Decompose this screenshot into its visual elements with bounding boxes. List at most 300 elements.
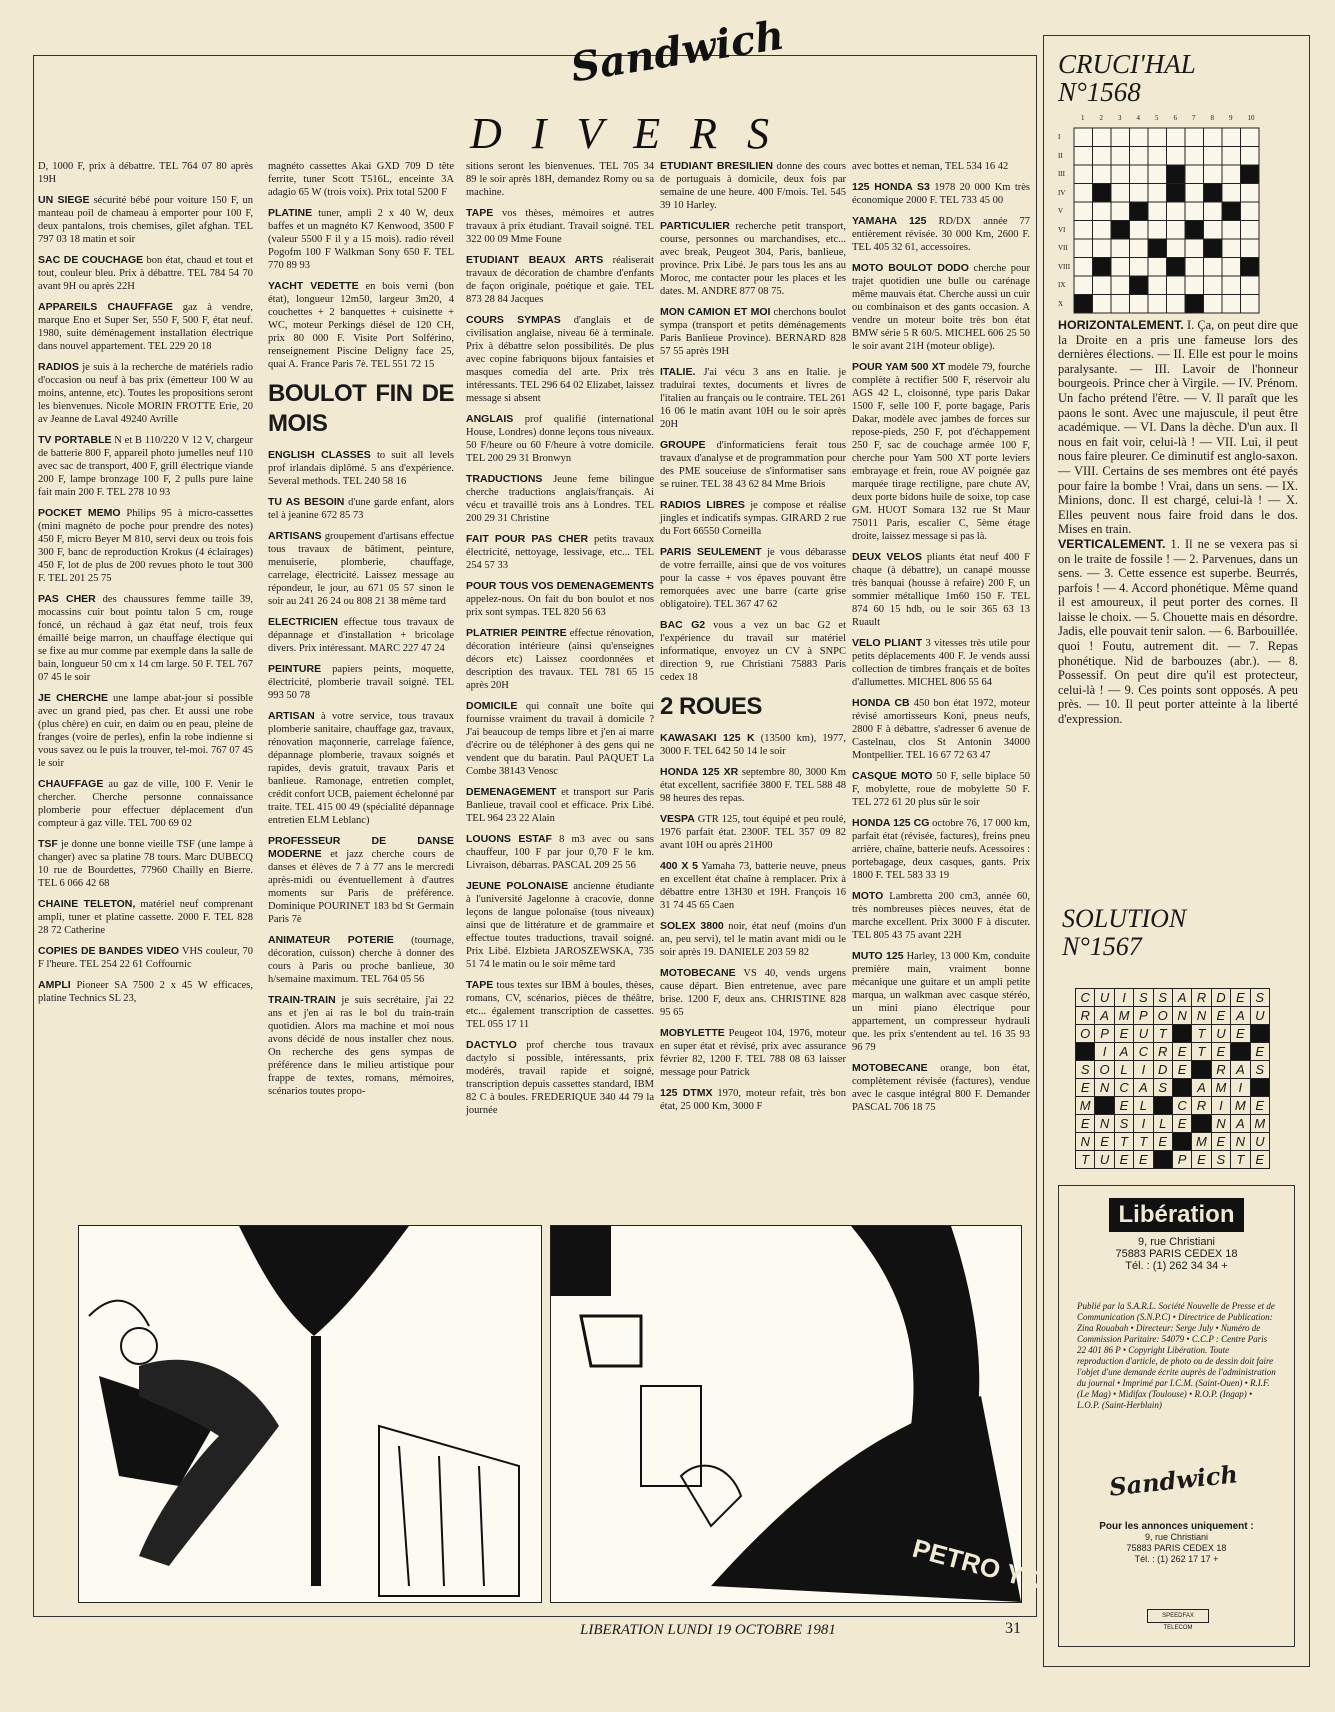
solution-title-name: SOLUTION — [1062, 904, 1187, 933]
ad-text: ancienne étudiante à l'université Jagelonne à cracovie, donne leçons de langue polonaise (tous niveaux) ainsi que de littérature et de grammaire et effectue toutes traductions, travail soigné. Prix Libé. Elzbieta JAROSZEWSKA, 735 51 74 le matin ou le soir même tard — [466, 881, 654, 970]
classified-ad — [466, 473, 654, 525]
ad-text: GTR 125, tout équipé et peu roulé, 1976 parfait état. 2300F. TEL 357 09 82 avant 10H ou après 21H00 — [660, 814, 846, 851]
ad-heading: UN SIEGE — [38, 194, 90, 206]
crossword-cell[interactable] — [1222, 258, 1241, 277]
classified-ad — [268, 449, 454, 488]
solution-cell: D — [1153, 1061, 1172, 1079]
solution-cell: E — [1114, 1151, 1133, 1169]
crossword-cell[interactable] — [1074, 147, 1093, 166]
ad-text: sitions seront les bienvenues. TEL 705 34 89 le soir après 18H, demandez Romy ou sa machine. — [466, 161, 654, 198]
solution-cell: E — [1211, 1043, 1230, 1061]
crossword-cell[interactable] — [1167, 295, 1186, 314]
ad-text: qui connaît une boîte qui fournisse vraiment du travail à domicile ? J'ai beaucoup de temps libre et j'en ai marre d'écrire ou de téléphoner à des gens qui ne vendent que du baratin. Paul PAQUET La Combe 38143 Venosc — [466, 701, 655, 777]
row-number: VI — [1058, 225, 1066, 234]
solution-cell: E — [1172, 1061, 1191, 1079]
ad-text: noir, état neuf (moins d'un an, peu servi), tel le matin avant midi ou le soir après 19. DANIELE 203 59 82 — [660, 921, 846, 958]
annonces-street: 9, rue Christiani — [1144, 1532, 1209, 1542]
crossword-black-cell — [1074, 295, 1093, 314]
solution-cell: N — [1095, 1115, 1114, 1133]
solution-cell: E — [1134, 1151, 1153, 1169]
crossword-cell[interactable] — [1074, 258, 1093, 277]
crossword-cell[interactable] — [1111, 165, 1130, 184]
classified-ad — [852, 817, 1030, 882]
crossword-cell[interactable] — [1204, 295, 1223, 314]
ad-text: je suis secrétaire, j'ai 22 ans et j'en ai ras le bol du train-train quotidien. Alors ma machine et moi nous avons décidé de nous installer chez nous. On recherche des gens sympas de préférence dans le milieu artistique pour frappe de textes, romans, mémoires, scénarios toutes propo- — [268, 995, 455, 1097]
crossword-cell[interactable] — [1074, 221, 1093, 240]
classified-ad — [660, 619, 846, 684]
crossword-cell[interactable] — [1222, 184, 1241, 203]
crossword-cell[interactable] — [1148, 128, 1167, 147]
crossword-cell[interactable] — [1185, 165, 1204, 184]
crossword-cell[interactable] — [1167, 128, 1186, 147]
horizontal-label: HORIZONTALEMENT. — [1058, 318, 1184, 332]
ad-text: réaliserait travaux de décoration de chambre d'enfants de façon originale, poétique et gaie. TEL 873 28 84 Jacques — [466, 255, 654, 305]
ad-text: papiers peints, moquette, électricité, plomberie travail soigné. TEL 993 50 78 — [268, 664, 454, 701]
solution-cell: A — [1231, 1007, 1250, 1025]
section-heading: 2 ROUES — [660, 693, 762, 720]
crossword-cell[interactable] — [1204, 202, 1223, 221]
ad-text: octobre 76, 17 000 km, parfait état (révisée, factures), freins pneu arrière, chaîne, batterie neufs. Acessoires : portebagage, deux casques, gants. Prix 1800 F. TEL 583 33 19 — [852, 818, 1031, 881]
crossword-cell[interactable] — [1074, 276, 1093, 295]
crossword-cell[interactable] — [1074, 202, 1093, 221]
ad-heading: ANIMATEUR POTERIE — [268, 934, 394, 946]
solution-cell: P — [1095, 1025, 1114, 1043]
crossword-cell[interactable] — [1241, 184, 1260, 203]
classified-ad — [660, 967, 846, 1019]
ad-text: RD/DX année 77 entièrement révisée. 30 000 Km, 2600 F. TEL 405 32 61, accessoires. — [852, 216, 1031, 253]
crossword-cell[interactable] — [1111, 276, 1130, 295]
classified-ad — [38, 898, 253, 937]
crossword-cell[interactable] — [1074, 239, 1093, 258]
sandwich-logo-small: Sandwich — [1107, 1459, 1240, 1502]
classified-ad — [852, 215, 1030, 254]
solution-row — [1076, 1025, 1270, 1043]
ad-text: VHS couleur, 70 F l'heure. TEL 254 22 61 Coffournic — [38, 946, 254, 970]
ad-heading: TU AS BESOIN — [268, 496, 345, 508]
solution-cell: E — [1250, 1043, 1269, 1061]
solution-row — [1076, 989, 1270, 1007]
crossword-cell[interactable] — [1093, 128, 1112, 147]
crossword-black-cell — [1204, 239, 1223, 258]
crossword-cell[interactable] — [1185, 239, 1204, 258]
crossword-cell[interactable] — [1111, 258, 1130, 277]
crossword-cell[interactable] — [1130, 221, 1149, 240]
liberation-address-city: 75883 PARIS CEDEX 18 — [1115, 1248, 1238, 1260]
ad-heading: POUR YAM 500 XT — [852, 361, 946, 373]
solution-row — [1076, 1097, 1270, 1115]
crossword-black-cell — [1204, 184, 1223, 203]
crossword-cell[interactable] — [1148, 258, 1167, 277]
crossword-cell[interactable] — [1074, 128, 1093, 147]
crossword-cell[interactable] — [1222, 276, 1241, 295]
ad-text: 1978 20 000 Km très économique 2000 F. TEL 733 45 00 — [852, 182, 1031, 206]
ad-heading: 125 HONDA S3 — [852, 181, 930, 193]
solution-black-cell — [1192, 1061, 1211, 1079]
crossword-cell[interactable] — [1222, 221, 1241, 240]
crossword-cell[interactable] — [1111, 128, 1130, 147]
ad-heading: COPIES DE BANDES VIDEO — [38, 945, 180, 957]
crossword-cell[interactable] — [1130, 128, 1149, 147]
classified-ad — [38, 692, 253, 770]
ad-heading: CHAUFFAGE — [38, 778, 104, 790]
solution-black-cell — [1250, 1025, 1269, 1043]
crossword-cell[interactable] — [1130, 147, 1149, 166]
column-number: 8 — [1210, 114, 1214, 122]
classified-ad — [660, 766, 846, 805]
solution-cell: O — [1153, 1007, 1172, 1025]
solution-cell: I — [1211, 1097, 1230, 1115]
classified-ad — [852, 181, 1030, 207]
ad-heading: MOBYLETTE — [660, 1027, 725, 1039]
classified-ad — [38, 254, 253, 293]
ad-text: prof qualifié (international House, Londres) donne leçons tous niveaux. 50 F/heure ou 60 F/heure à votre domicile. TEL 200 29 31 Bronwyn — [466, 414, 655, 464]
classified-ad — [38, 194, 253, 246]
column-number: 4 — [1136, 114, 1140, 122]
vertical-label: VERTICALEMENT. — [1058, 536, 1166, 551]
crossword-cell[interactable] — [1185, 258, 1204, 277]
crossword-cell[interactable] — [1093, 147, 1112, 166]
classified-ad — [268, 835, 454, 926]
crossword-cell[interactable] — [1130, 184, 1149, 203]
ad-heading: POCKET MEMO — [38, 507, 121, 519]
solution-cell: I — [1231, 1079, 1250, 1097]
ad-heading: PROFESSEUR DE DANSE MODERNE — [268, 835, 454, 860]
crossword-cell[interactable] — [1167, 276, 1186, 295]
crossword-cell[interactable] — [1130, 239, 1149, 258]
solution-cell: R — [1076, 1007, 1095, 1025]
ad-text: magnéto cassettes Akai GXD 709 D tête ferrite, tuner Scott T516L, enceinte 3A adagio 65 W (trois voix). Prix total 5200 F — [268, 161, 454, 198]
solution-cell: N — [1231, 1133, 1250, 1151]
column-4 — [660, 160, 846, 1220]
solution-cell: R — [1211, 1061, 1230, 1079]
classified-ad — [852, 160, 1030, 173]
classified-ad — [660, 546, 846, 611]
classified-ad — [466, 160, 654, 199]
row-number: II — [1058, 151, 1063, 160]
classified-ad — [852, 361, 1030, 543]
ad-heading: YAMAHA 125 — [852, 215, 927, 227]
crossword-cell[interactable] — [1241, 147, 1260, 166]
ad-heading: KAWASAKI 125 K — [660, 732, 755, 744]
ad-text: vos thèses, mémoires et autres travaux à prix étudiant. Travail soigné. TEL 322 00 09 Mme Foune — [466, 208, 654, 245]
crossword-black-cell — [1167, 258, 1186, 277]
solution-cell: A — [1095, 1007, 1114, 1025]
solution-cell: E — [1250, 1151, 1269, 1169]
crossword-cell[interactable] — [1093, 165, 1112, 184]
ad-text: vous a vez un bac G2 et l'expérience du travail sur matériel informatique, envoyez un CV à SNPC direction 9, rue Christiani 75883 Paris cedex 18 — [660, 620, 846, 683]
ad-heading: TRAIN-TRAIN — [268, 994, 336, 1006]
classified-ad — [852, 697, 1030, 762]
crossword-cell[interactable] — [1130, 165, 1149, 184]
ad-heading: HONDA CB — [852, 697, 910, 709]
column-number: 5 — [1155, 114, 1159, 122]
row-number: VII — [1058, 244, 1068, 252]
ad-heading: PAS CHER — [38, 593, 96, 605]
crossword-cell[interactable] — [1093, 239, 1112, 258]
classified-ad — [852, 1062, 1030, 1114]
crossword-cell[interactable] — [1204, 221, 1223, 240]
ad-text: Yamaha 73, batterie neuve, pneus en excellent état chaîne à remplacer. Prix à débattre entre 13H30 et 19H. François 16 31 74 45 65 Caen — [660, 861, 846, 911]
solution-cell: E — [1172, 1043, 1191, 1061]
crossword-cell[interactable] — [1093, 295, 1112, 314]
crossword-cell[interactable] — [1204, 165, 1223, 184]
ad-text: 1970, moteur refait, très bon état, 25 000 Km, 3000 F — [660, 1088, 847, 1112]
classified-ad — [38, 593, 253, 684]
ad-text: et transport sur Paris Banlieue, travail cool et efficace. Prix Libé. TEL 964 23 22 Alain — [466, 787, 654, 824]
crossword-cell[interactable] — [1111, 295, 1130, 314]
classified-ad — [268, 530, 454, 608]
crossword-cell[interactable] — [1130, 258, 1149, 277]
ad-text: 8 m3 avec ou sans chauffeur, 100 F par jour 0,70 F le km. Livraison, débarras. PASCAL 209 25 56 — [466, 834, 654, 871]
ad-text: d'une garde enfant, alors tel à jeanine 672 85 73 — [268, 497, 454, 521]
crossword-black-cell — [1167, 184, 1186, 203]
crossword-cell[interactable] — [1148, 276, 1167, 295]
ad-heading: ELECTRICIEN — [268, 616, 339, 628]
classified-ad — [466, 580, 654, 619]
ad-text: (13500 km), 1977, 3000 F. TEL 642 50 14 le soir — [660, 733, 846, 757]
solution-cell: M — [1211, 1079, 1230, 1097]
ad-heading: RADIOS LIBRES — [660, 499, 745, 511]
crossword-cell[interactable] — [1093, 276, 1112, 295]
solution-black-cell — [1172, 1133, 1191, 1151]
ad-heading: 125 DTMX — [660, 1087, 713, 1099]
crossword-cell[interactable] — [1222, 295, 1241, 314]
crossword-cell[interactable] — [1167, 202, 1186, 221]
solution-cell: T — [1192, 1025, 1211, 1043]
ad-heading: ARTISAN — [268, 710, 315, 722]
column-number: 6 — [1173, 114, 1177, 122]
solution-cell: I — [1095, 1043, 1114, 1061]
classified-ad — [852, 262, 1030, 353]
crossword-cell[interactable] — [1204, 147, 1223, 166]
column-number: 1 — [1081, 114, 1085, 122]
ad-heading: RADIOS — [38, 361, 79, 373]
classified-ad — [660, 366, 846, 431]
solution-cell: L — [1153, 1115, 1172, 1133]
solution-cell: I — [1134, 1061, 1153, 1079]
crossword-cell[interactable] — [1241, 202, 1260, 221]
ad-heading: COURS SYMPAS — [466, 314, 561, 326]
solution-row — [1076, 1043, 1270, 1061]
page-number: 31 — [1005, 1620, 1021, 1637]
crossword-black-cell — [1241, 165, 1260, 184]
crossword-cell[interactable] — [1148, 221, 1167, 240]
crossword-cell[interactable] — [1222, 128, 1241, 147]
ad-text: VS 40, vends urgens cause départ. Bien entretenue, avec pare brise. 1200 F, deux ans. CHRISTINE 828 95 65 — [660, 968, 846, 1018]
solution-cell: N — [1095, 1079, 1114, 1097]
ad-text: matériel neuf comprenant ampli, tuner et platine cassette. 2000 F. TEL 828 28 72 Catherine — [38, 899, 253, 936]
solution-black-cell — [1192, 1115, 1211, 1133]
ad-text: pliants état neuf 400 F chaque (à débattre), un canapé mousse très banquai (housse à refaire) 200 F, un sommier métallique 1m60 150 F. TEL 874 60 15 hdb, ou le soir 365 63 13 Ruault — [852, 552, 1030, 628]
classified-ad — [38, 507, 253, 585]
section-heading: BOULOT FIN DE MOIS — [268, 380, 454, 437]
classified-ad — [466, 1039, 654, 1117]
ad-text: au gaz de ville, 100 F. Venir le chercher. Cherche personne connaissance plomberie pour effectuer déplacement d'un compteur à gaz ville. TEL 700 69 02 — [38, 779, 253, 829]
column-number: 10 — [1247, 114, 1255, 122]
solution-cell: C — [1114, 1079, 1133, 1097]
crossword-cell[interactable] — [1241, 239, 1260, 258]
ad-text: Philips 95 à micro-cassettes (mini magnéto de poche pour prendre des notes) 450 F, micro Beyer M 810, servi deux ou trois fois 300 F, banc de reproduction Krokus (4 éclairages) 450 F, lot de plus de 200 revues photo le tout 300 F. TEL 201 25 75 — [38, 508, 253, 584]
crossword-cell[interactable] — [1111, 147, 1130, 166]
crossword-cell[interactable] — [1185, 202, 1204, 221]
crossword-row-numbers — [1058, 128, 1072, 313]
crossword-grid — [1074, 128, 1259, 313]
solution-row — [1076, 1061, 1270, 1079]
classified-ad — [38, 160, 253, 186]
crossword-cell[interactable] — [1185, 128, 1204, 147]
ad-text: Lambretta 200 cm3, année 60, très nombreuses pièces neuves, état de marche excellent. Prix 3000 F à discuter. TEL 805 43 75 avant 22H — [852, 891, 1031, 941]
column-1 — [38, 160, 253, 1220]
ad-heading: ETUDIANT BEAUX ARTS — [466, 254, 604, 266]
ad-heading: TAPE — [466, 979, 494, 991]
classified-ad — [852, 770, 1030, 809]
ad-heading: PARIS SEULEMENT — [660, 546, 762, 558]
ad-text: je compose et réalise jingles et indicatifs sympas. GIRARD 2 rue du Fort 66550 Corneilla — [660, 500, 846, 537]
solution-black-cell — [1153, 1097, 1172, 1115]
crossword-cell[interactable] — [1093, 221, 1112, 240]
solution-cell: C — [1134, 1043, 1153, 1061]
crossword-cell[interactable] — [1130, 295, 1149, 314]
ad-text: 50 F, selle biplace 50 F, mobylette, roue de mobylette 50 F. TEL 272 61 20 plus sûr le soir — [852, 771, 1030, 808]
solution-cell: S — [1250, 1061, 1269, 1079]
solution-cell: L — [1114, 1061, 1133, 1079]
liberation-address — [1059, 1236, 1294, 1272]
solution-cell: E — [1114, 1097, 1133, 1115]
solution-cell: L — [1134, 1097, 1153, 1115]
ad-text: Peugeot 104, 1976, moteur en super état et révisé, prix avec assurance février 82, 1200 F. TEL 788 08 63 laisser message pour Patrick — [660, 1028, 846, 1078]
crossword-cell[interactable] — [1167, 147, 1186, 166]
solution-cell: N — [1192, 1007, 1211, 1025]
crossword-cell[interactable] — [1241, 276, 1260, 295]
crossword-black-cell — [1148, 239, 1167, 258]
crossword-cell[interactable] — [1148, 147, 1167, 166]
ad-text: je donne une bonne vieille TSF (une lampe à changer) avec sa platine 78 tours. Marc DUBECQ 10 rue de Bourdettes, 77960 Chailly en Bierre. TEL 6 066 42 68 — [38, 839, 253, 889]
cartoon-drawing-right — [551, 1226, 1083, 1607]
solution-cell: S — [1114, 1115, 1133, 1133]
crossword-cell[interactable] — [1148, 165, 1167, 184]
footer-dateline: LIBERATION LUNDI 19 OCTOBRE 1981 — [580, 1622, 836, 1638]
classified-ad — [852, 950, 1030, 1054]
crossword-cell[interactable] — [1148, 184, 1167, 203]
crossword-cell[interactable] — [1167, 221, 1186, 240]
solution-cell: C — [1076, 989, 1095, 1007]
crossword-black-cell — [1167, 165, 1186, 184]
crossword-cell[interactable] — [1222, 165, 1241, 184]
ad-text: effectue rénovation, décoration intérieure (ainsi qu'enseignes décors etc) Laissez coordonnées et description des travaux. TEL 781 65 15 après 20H — [466, 628, 654, 691]
crossword-title — [1058, 50, 1196, 106]
crossword-cell[interactable] — [1241, 128, 1260, 147]
column-number: 7 — [1192, 114, 1196, 122]
horizontal-clues: I. Ça, on peut dire que la Droite en a pris une fameuse lors des dernières élections. — II. Elle est pour le moins paralysante. — III. Lavoir de l'honneur bourgeois. Prince cher à Virgile. — IV. Prénom. Un facho prétend l'être. — V. Il paraît que les paons le sont. Avec une majuscule, il peut être académique. — VI. Dans la dèche. D'un aux. Il nous en fait voir, celui-là ! — VII. Lui, il peut nous faire pleurer. Ce diminutif est anglo-saxon. — VIII. Certains de ses membres ont été payés pour faire la bombe ! Vrai, dans un sens. — IX. Minions, donc. Il est chargé, celui-là ! — X. Elles peuvent nous faire froid dans le dos. Mises en train. — [1058, 318, 1298, 537]
solution-cell: E — [1192, 1151, 1211, 1169]
column-number: 2 — [1099, 114, 1103, 122]
classified-ad — [466, 413, 654, 465]
crossword-cell[interactable] — [1148, 295, 1167, 314]
crossword-cell[interactable] — [1074, 184, 1093, 203]
crossword-cell[interactable] — [1185, 147, 1204, 166]
classified-ad — [852, 890, 1030, 942]
classified-ad — [660, 732, 846, 758]
crossword-cell[interactable] — [1111, 202, 1130, 221]
solution-title-number: N°1567 — [1062, 932, 1142, 961]
solution-row — [1076, 1115, 1270, 1133]
ad-heading: ITALIE. — [660, 366, 696, 378]
crossword-cell[interactable] — [1167, 239, 1186, 258]
crossword-black-cell — [1111, 221, 1130, 240]
crossword-cell[interactable] — [1222, 147, 1241, 166]
annonces-phone: Tél. : (1) 262 17 17 + — [1134, 1554, 1219, 1564]
ad-heading: DEUX VELOS — [852, 551, 922, 563]
ad-heading: ANGLAIS — [466, 413, 514, 425]
solution-cell: A — [1231, 1115, 1250, 1133]
solution-cell: D — [1211, 989, 1230, 1007]
ad-text: d'informaticiens ferait tous travaux d'analyse et de programmation pour des PME souceiuse de s'informatiser sans se ruiner. TEL 38 43 62 84 Mme Briois — [660, 440, 846, 490]
ad-text: en bois verni (bon état), longueur 12m50, largeur 3m20, 4 couchettes + 2 banquettes + cuisinette + WC, moteur Perkings diésel de 120 CH, prix 80 000 F. Visite Port Solférino, renseignement Piscine Deligny face 25, quai A. France Paris 7è. TEL 551 72 15 — [268, 281, 454, 370]
ad-text: J'ai vécu 3 ans en Italie. je traduirai textes, documents et livres de l'italien au français ou le contraire. TEL 261 16 06 le matin avant 10H ou le soir après 20H — [660, 367, 846, 430]
ad-text: Pioneer SA 7500 2 x 45 W efficaces, platine Technics SL 23, — [38, 980, 254, 1004]
ad-heading: HONDA 125 CG — [852, 817, 930, 829]
liberation-phone: Tél. : (1) 262 34 34 + — [1125, 1260, 1228, 1272]
crossword-cell[interactable] — [1204, 276, 1223, 295]
ad-heading: TSF — [38, 838, 58, 850]
column-number: 3 — [1118, 114, 1122, 122]
crossword-cell[interactable] — [1185, 276, 1204, 295]
solution-cell: I — [1114, 989, 1133, 1007]
ad-heading: PLATINE — [268, 207, 313, 219]
solution-cell: S — [1250, 989, 1269, 1007]
ad-text: petits travaux électricité, nettoyage, lessivage, etc... TEL 254 57 33 — [466, 534, 655, 571]
crossword-cell[interactable] — [1222, 239, 1241, 258]
classified-ad — [38, 945, 253, 971]
crossword-cell[interactable] — [1074, 165, 1093, 184]
solution-cell: C — [1172, 1097, 1191, 1115]
solution-cell: U — [1250, 1133, 1269, 1151]
solution-row — [1076, 1133, 1270, 1151]
crossword-cell[interactable] — [1093, 202, 1112, 221]
ad-heading: BAC G2 — [660, 619, 706, 631]
crossword-cell[interactable] — [1111, 239, 1130, 258]
crossword-cell[interactable] — [1241, 295, 1260, 314]
crossword-cell[interactable] — [1204, 128, 1223, 147]
solution-cell: E — [1153, 1133, 1172, 1151]
crossword-cell[interactable] — [1185, 184, 1204, 203]
solution-cell: N — [1172, 1007, 1191, 1025]
crossword-cell[interactable] — [1204, 258, 1223, 277]
ad-heading: DEMENAGEMENT — [466, 786, 557, 798]
column-5 — [852, 160, 1030, 1220]
ad-text: to suit all levels prof irlandais diplômé. 5 ans d'expérience. Several methods. TEL 240 58 16 — [268, 450, 455, 487]
solution-cell: A — [1114, 1043, 1133, 1061]
ad-text: modèle 79, fourche complète à rectifier 500 F, réservoir alu AGS 42 L, cloisonné, type paris Dakar 1500 F, selle 100 F, porte bagage, Paris Dakar, modèle avec jambes de forces sur repose-pieds, 250 F, pot d'échappement 250 F, sac de couchage armée 100 F, cherche pour Yam 500 XT porte leviers embrayage et frein, roue AV poignée gaz marquée tirage rectiligne, pare chute AV, deux porte bidons huile de soixe, top case GM. HUOT Somara 132 rue St Maur 75011 Paris, escalier C, 5ème étage droite, laissez message si pas là. — [852, 362, 1030, 542]
solution-cell: I — [1134, 1115, 1153, 1133]
crossword-cell[interactable] — [1148, 202, 1167, 221]
classified-ad — [268, 710, 454, 827]
classified-ad — [660, 439, 846, 491]
ad-text: 3 vitesses très utile pour petits déplacements 400 F. Je vends aussi collection de timbres français et de boîtes d'allumettes. MICHEL 806 55 64 — [852, 638, 1031, 688]
liberation-address-street: 9, rue Christiani — [1137, 1236, 1216, 1248]
crossword-cell[interactable] — [1111, 184, 1130, 203]
ad-text: 450 bon état 1972, moteur révisé amortisseurs Koni, pneus neufs, 2800 F à débattre, s'adresser 6 avenue de Castelnau, clos St Antonin 34000 Montpellier. TEL 16 67 72 63 47 — [852, 698, 1031, 761]
solution-cell: A — [1172, 989, 1191, 1007]
solution-cell: N — [1076, 1133, 1095, 1151]
solution-cell: E — [1076, 1079, 1095, 1097]
ad-heading: ETUDIANT BRESILIEN — [660, 160, 773, 172]
classified-ad — [466, 627, 654, 692]
crossword-cell[interactable] — [1241, 221, 1260, 240]
solution-cell: S — [1211, 1151, 1230, 1169]
classified-ad — [852, 637, 1030, 689]
solution-cell: A — [1134, 1079, 1153, 1097]
